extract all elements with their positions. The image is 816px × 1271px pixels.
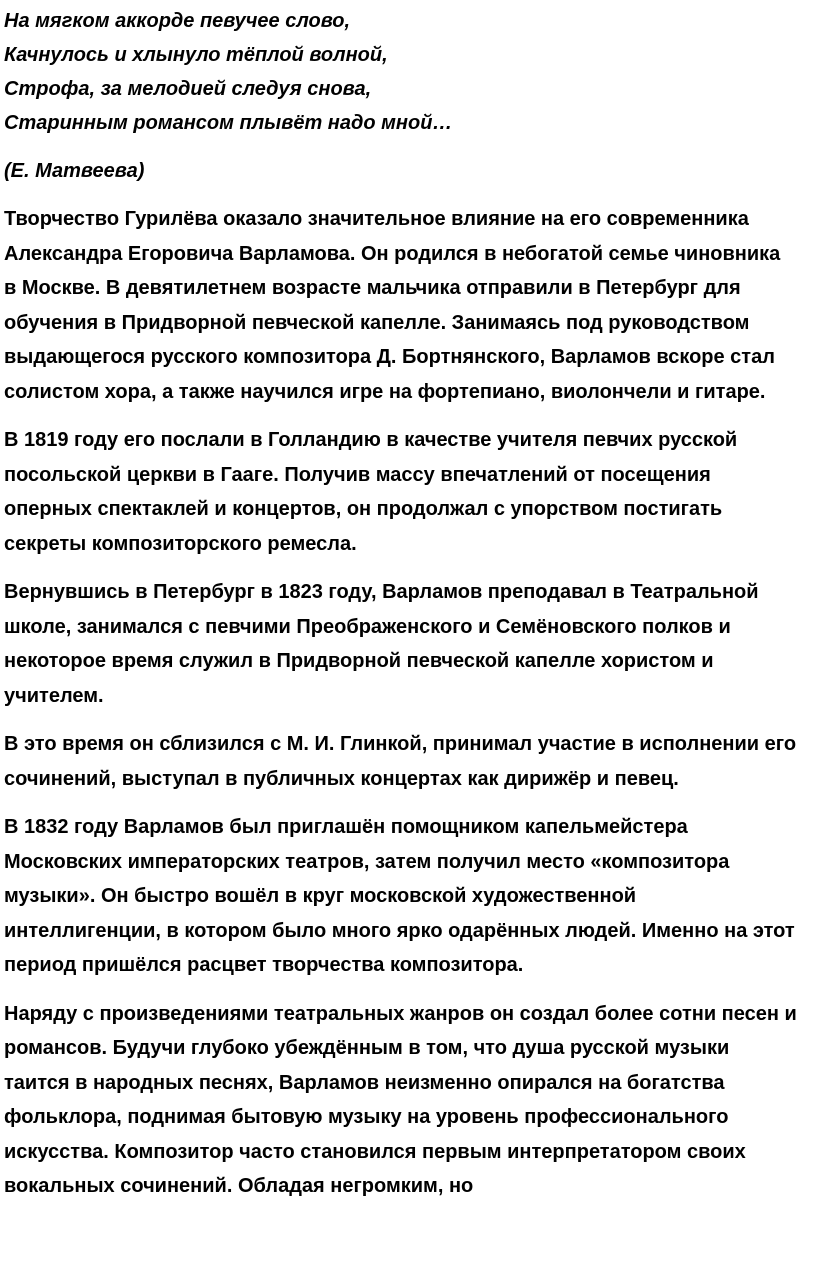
poem-line: Строфа, за мелодией следуя снова, bbox=[4, 78, 372, 100]
paragraph: Вернувшись в Петербург в 1823 году, Варламов преподавал в Театральной школе, занимался с певчими Преображенского и Семёновского полков и некоторое время служил в Придворной певческой капелле хористом и учителем. bbox=[4, 581, 759, 707]
poem-line: На мягком аккорде певучее слово, bbox=[4, 10, 351, 32]
epigraph-poem bbox=[4, 0, 798, 140]
poem-author: (Е. Матвеева) bbox=[4, 160, 145, 182]
poem-line: Качнулось и хлынуло тёплой волной, bbox=[4, 44, 388, 66]
paragraph: Наряду с произведениями театральных жанров он создал более сотни песен и романсов. Будучи глубоко убеждённым в том, что душа русской музыки таится в народных песнях, Варламов неизменно опирался на богатства фольклора, поднимая бытовую музыку на уровень профессионального искусства. Композитор часто становился первым интерпретатором своих вокальных сочинений. Обладая негромким, но bbox=[4, 1002, 797, 1197]
paragraph: Творчество Гурилёва оказало значительное влияние на его современника Александра Егоровича Варламова. Он родился в небогатой семье чиновника в Москве. В девятилетнем возрасте мальчика отправили в Петербург для обучения в Придворной певческой капелле. Занимаясь под руководством выдающегося русского композитора Д. Бортнянского, Варламов вскоре стал солистом хора, а также научился игре на фортепиано, виолончели и гитаре. bbox=[4, 208, 781, 403]
paragraph: В 1819 году его послали в Голландию в качестве учителя певчих русской посольской церкви в Гааге. Получив массу впечатлений от посещения оперных спектаклей и концертов, он продолжал с упорством постигать секреты композиторского ремесла. bbox=[4, 429, 738, 555]
poem-line: Старинным романсом плывёт надо мной… bbox=[4, 112, 453, 134]
paragraph: В это время он сблизился с М. И. Глинкой, принимал участие в исполнении его сочинений, выступал в публичных концертах как дирижёр и певец. bbox=[4, 733, 797, 790]
paragraph: В 1832 году Варламов был приглашён помощником капельмейстера Московских императорских театров, затем получил место «композитора музыки». Он быстро вошёл в круг московской художественной интеллигенции, в котором было много ярко одарённых людей. Именно на этот период пришёлся расцвет творчества композитора. bbox=[4, 816, 795, 976]
